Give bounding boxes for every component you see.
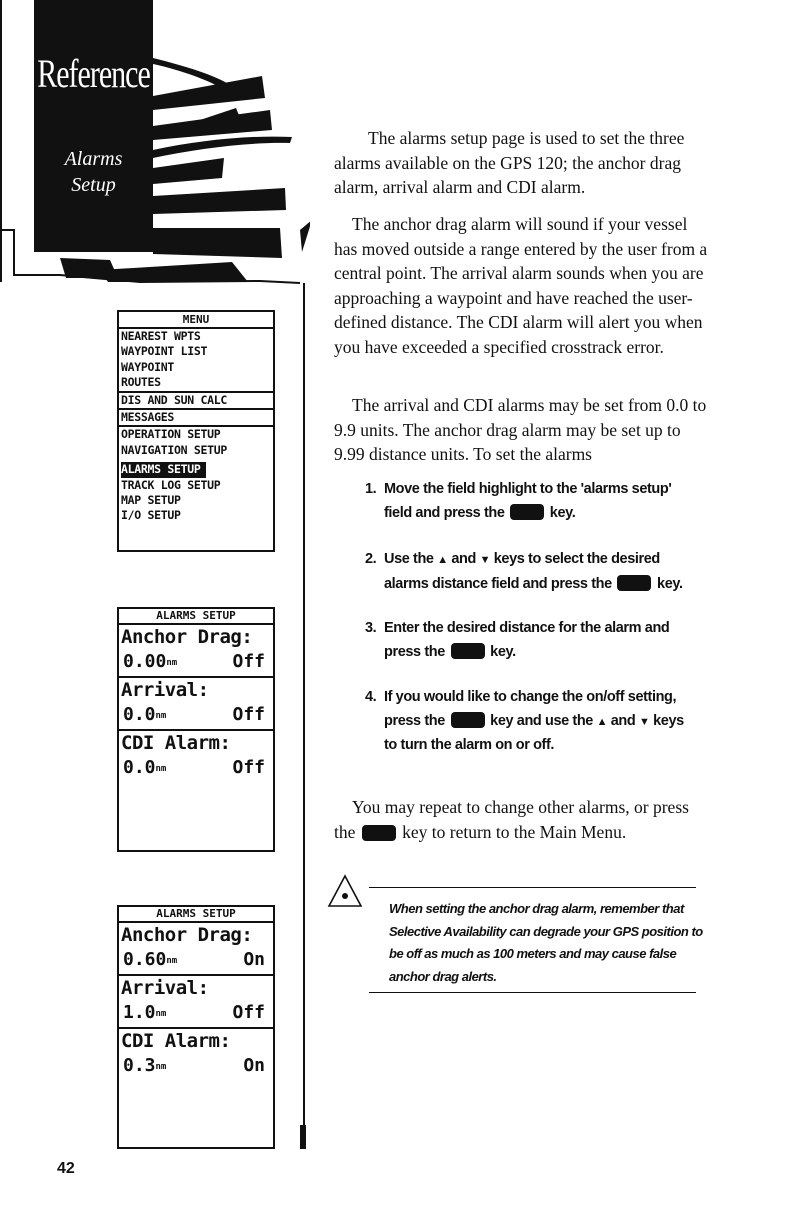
step-text: press the <box>384 712 445 729</box>
value: 0.3 <box>123 1055 156 1076</box>
step-text: key. <box>490 643 516 660</box>
page-number: 42 <box>57 1160 75 1177</box>
paragraph-alarm-descriptions <box>334 212 714 359</box>
unit: nm <box>155 764 167 774</box>
step-text: to turn the alarm on or off. <box>384 737 555 753</box>
anchor-drag-label: Anchor Drag: <box>121 924 253 946</box>
arrival-state: Off <box>232 1002 265 1023</box>
enter-key-icon <box>617 575 651 591</box>
step-number: 4. <box>365 689 377 705</box>
section-title: Reference <box>37 52 150 97</box>
unit: nm <box>155 711 167 721</box>
arrival-distance <box>123 702 166 729</box>
menu-screen <box>117 310 275 552</box>
step-number: 3. <box>365 620 377 636</box>
cdi-block <box>119 1029 273 1080</box>
step-text: Enter the desired distance for the alarm and <box>384 620 670 636</box>
vertical-rule-mark <box>300 1125 306 1149</box>
cdi-state: Off <box>232 757 265 778</box>
paragraph-text: key to return to the Main Menu. <box>402 821 627 842</box>
step-text: keys to select the desired <box>493 551 660 567</box>
menu-item: I/O SETUP <box>121 508 181 523</box>
menu-item: WAYPOINT LIST <box>121 344 208 359</box>
paragraph-repeat <box>334 795 714 844</box>
arrival-block <box>119 678 273 731</box>
arrival-label: Arrival: <box>121 679 209 701</box>
paragraph-text: The anchor drag alarm will sound if your vessel has moved outside a range entered by the user from a central point. The arrival alarm sounds when you are approaching a waypoint and have reached the user-defined distance. The CDI alarm will alert you when you have exceeded a specified crosstrack error. <box>334 214 708 357</box>
subtitle-line-2: Setup <box>71 174 116 196</box>
anchor-drag-block <box>119 625 273 678</box>
enter-key-icon <box>451 643 485 659</box>
menu-item: DIS AND SUN CALC <box>121 392 227 407</box>
paragraph-ranges <box>334 393 714 467</box>
menu-item: ROUTES <box>121 375 161 390</box>
step-1 <box>365 478 725 525</box>
enter-key-icon <box>510 504 544 520</box>
header-box <box>34 0 153 252</box>
note-rule-bottom <box>369 992 696 993</box>
menu-item: MESSAGES <box>121 410 174 425</box>
anchor-drag-state: On <box>243 949 265 970</box>
cdi-label: CDI Alarm: <box>121 1030 231 1052</box>
value: 0.60 <box>123 949 167 970</box>
anchor-drag-distance <box>123 947 177 974</box>
unit: nm <box>166 658 178 668</box>
step-text: If you would like to change the on/off setting, <box>384 689 677 705</box>
arrival-state: Off <box>232 704 265 725</box>
note-rule-top <box>369 887 696 888</box>
section-subtitle <box>34 146 153 198</box>
unit: nm <box>166 956 178 966</box>
step-text: key and use the <box>490 712 593 729</box>
step-text: field and press the <box>384 504 505 521</box>
menu-item: TRACK LOG SETUP <box>121 477 221 492</box>
step-4 <box>365 686 725 758</box>
step-text: and <box>610 712 636 729</box>
menu-item-highlighted: ALARMS SETUP <box>121 462 206 477</box>
value: 0.0 <box>123 704 156 725</box>
cdi-state: On <box>243 1055 265 1076</box>
step-text: and <box>451 551 476 567</box>
paragraph-text: You may repeat to change other alarms, or press <box>352 797 689 817</box>
step-text: keys <box>653 712 684 729</box>
anchor-drag-distance <box>123 649 177 676</box>
step-text: alarms distance field and press the <box>384 575 612 592</box>
value: 1.0 <box>123 1002 156 1023</box>
unit: nm <box>155 1009 167 1019</box>
down-arrow-icon: ▼ <box>638 715 650 728</box>
cdi-label: CDI Alarm: <box>121 732 231 754</box>
enter-key-icon <box>451 712 485 728</box>
alarms-setup-screen-2 <box>117 905 275 1149</box>
paragraph-text: The arrival and CDI alarms may be set from 0.0 to 9.9 units. The anchor drag alarm may be set up to 9.99 distance units. To set the alarms <box>334 395 707 464</box>
cdi-block <box>119 731 273 782</box>
step-text: key. <box>549 504 576 521</box>
warning-icon <box>327 874 363 908</box>
menu-item: NEAREST WPTS <box>121 329 201 343</box>
anchor-drag-label: Anchor Drag: <box>121 626 253 648</box>
subtitle-line-1: Alarms <box>64 148 123 170</box>
value: 0.00 <box>123 651 167 672</box>
step-text: press the <box>384 643 445 660</box>
anchor-drag-state: Off <box>232 651 265 672</box>
arrival-distance <box>123 1000 166 1027</box>
screen-title: ALARMS SETUP <box>119 907 273 923</box>
down-arrow-icon: ▼ <box>479 554 491 566</box>
menu-item: NAVIGATION SETUP <box>121 442 227 457</box>
step-3 <box>365 617 725 664</box>
up-arrow-icon: ▲ <box>596 715 608 728</box>
arrival-block <box>119 976 273 1029</box>
menu-group <box>119 410 273 427</box>
menu-item: WAYPOINT <box>121 359 174 374</box>
paragraph-text: the <box>334 821 356 842</box>
menu-title: MENU <box>119 312 273 329</box>
screen-title: ALARMS SETUP <box>119 609 273 625</box>
arrival-label: Arrival: <box>121 977 209 999</box>
paragraph-text: The alarms setup page is used to set the three alarms available on the GPS 120; the anchor drag alarm, arrival alarm and CDI alarm. <box>334 128 685 197</box>
step-text: Move the field highlight to the 'alarms setup' <box>384 481 672 497</box>
step-2 <box>365 548 725 596</box>
anchor-drag-block <box>119 923 273 976</box>
unit: nm <box>155 1062 167 1072</box>
menu-group <box>119 427 273 523</box>
cdi-distance <box>123 1053 166 1080</box>
value: 0.0 <box>123 757 156 778</box>
menu-item: OPERATION SETUP <box>121 427 221 442</box>
step-text: key. <box>657 575 683 592</box>
alarms-setup-screen-1 <box>117 607 275 852</box>
warning-note: When setting the anchor drag alarm, remember that Selective Availability can degrade your GPS position to be off as much as 100 meters and may cause false anchor drag alerts. <box>389 901 703 984</box>
up-arrow-icon: ▲ <box>437 554 448 566</box>
vertical-rule <box>303 283 305 1143</box>
step-number: 1. <box>365 481 377 497</box>
quit-key-icon <box>362 825 396 841</box>
menu-group <box>119 393 273 410</box>
step-text: Use the <box>384 551 434 567</box>
cdi-distance <box>123 755 166 782</box>
paragraph-intro <box>334 126 714 200</box>
menu-group <box>119 329 273 393</box>
step-number: 2. <box>365 551 377 567</box>
menu-item: MAP SETUP <box>121 493 181 508</box>
